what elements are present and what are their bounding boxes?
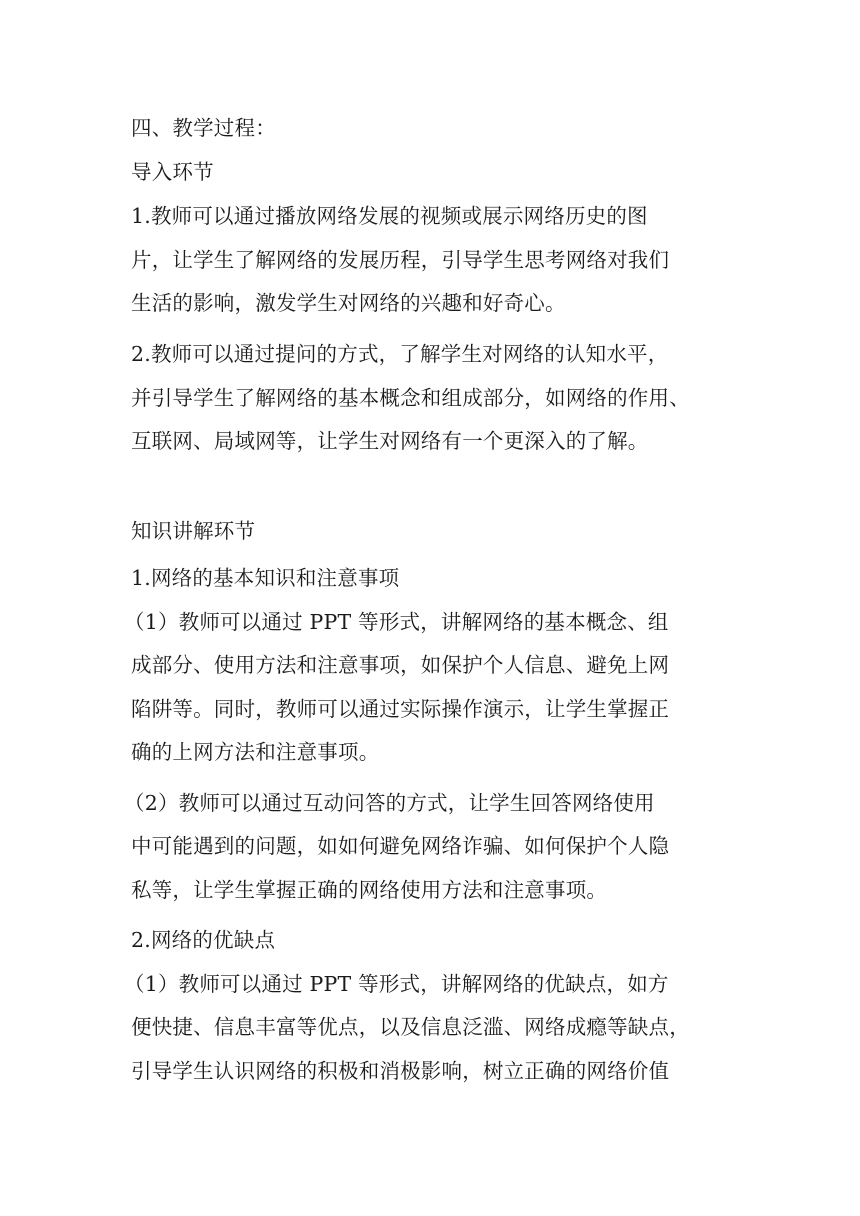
paragraph-line: （1）教师可以通过 PPT 等形式，讲解网络的优缺点，如方 xyxy=(124,972,669,996)
paragraph-line: 生活的影响，激发学生对网络的兴趣和好奇心。 xyxy=(131,291,566,315)
paragraph-line: 互联网、局域网等，让学生对网络有一个更深入的了解。 xyxy=(131,429,649,453)
paragraph-line: 中可能遇到的问题，如如何避免网络诈骗、如何保护个人隐 xyxy=(131,834,670,858)
list-item-heading: 2.网络的优缺点 xyxy=(131,928,276,952)
paragraph-line: 确的上网方法和注意事项。 xyxy=(131,740,380,764)
list-item-heading: 1.网络的基本知识和注意事项 xyxy=(131,566,400,590)
paragraph-line: 引导学生认识网络的积极和消极影响，树立正确的网络价值 xyxy=(131,1059,670,1083)
subsection-heading: 导入环节 xyxy=(131,160,214,184)
paragraph-line: 并引导学生了解网络的基本概念和组成部分，如网络的作用、 xyxy=(131,386,690,410)
paragraph-line: 2.教师可以通过提问的方式，了解学生对网络的认知水平， xyxy=(131,342,669,366)
paragraph-line: 1.教师可以通过播放网络发展的视频或展示网络历史的图 xyxy=(131,204,648,228)
paragraph-line: 私等，让学生掌握正确的网络使用方法和注意事项。 xyxy=(131,878,608,902)
paragraph-line: 陷阱等。同时，教师可以通过实际操作演示，让学生掌握正 xyxy=(131,697,670,721)
paragraph-line: （1）教师可以通过 PPT 等形式，讲解网络的基本概念、组 xyxy=(124,610,669,634)
paragraph-line: 成部分、使用方法和注意事项，如保护个人信息、避免上网 xyxy=(131,653,670,677)
paragraph-line: （2）教师可以通过互动问答的方式，让学生回答网络使用 xyxy=(124,791,655,815)
paragraph-line: 便快捷、信息丰富等优点，以及信息泛滥、网络成瘾等缺点， xyxy=(131,1015,690,1039)
subsection-heading: 知识讲解环节 xyxy=(131,519,256,543)
paragraph-line: 片，让学生了解网络的发展历程，引导学生思考网络对我们 xyxy=(131,248,670,272)
section-heading: 四、教学过程： xyxy=(131,116,276,140)
